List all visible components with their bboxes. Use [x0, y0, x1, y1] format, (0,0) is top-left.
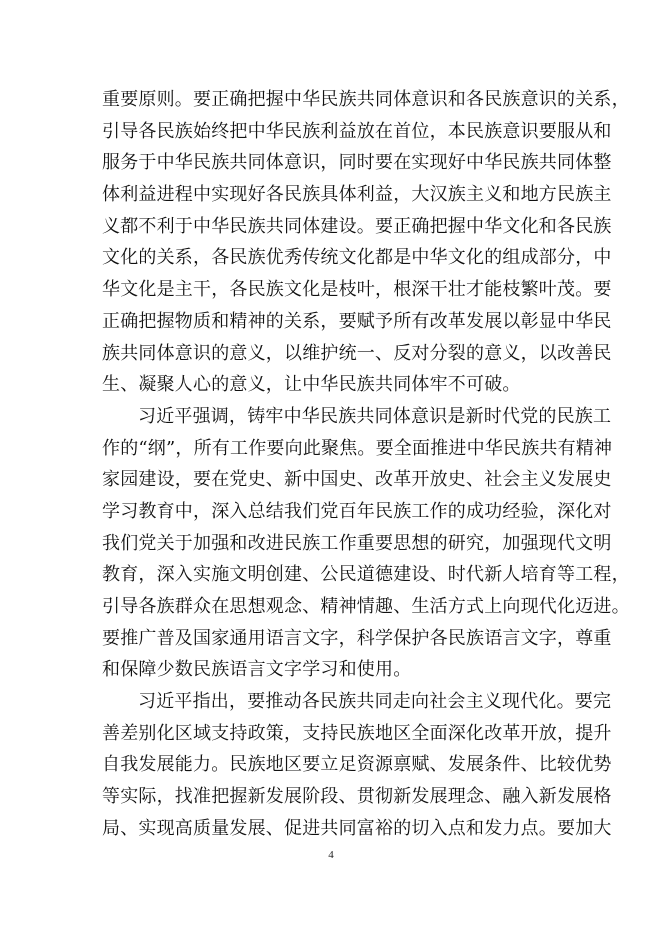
text-line: 体利益进程中实现好各民族具体利益，大汉族主义和地方民族主: [102, 184, 612, 206]
paragraph: [102, 84, 630, 401]
document-body: [102, 84, 630, 845]
paragraph: [102, 686, 612, 844]
text-line: 族共同体意识的意义，以维护统一、反对分裂的意义，以改善民: [102, 342, 612, 364]
text-line: 作的“纲”，所有工作要向此聚焦。要全面推进中华民族共有精神: [102, 437, 613, 459]
text-line: 等实际，找准把握新发展阶段、贯彻新发展理念、融入新发展格: [102, 786, 612, 808]
text-line: 生、凝聚人心的意义，让中华民族共同体牢不可破。: [102, 374, 521, 396]
text-line: 义都不利于中华民族共同体建设。要正确把握中华文化和各民族: [102, 215, 612, 237]
text-line: 和保障少数民族语言文字学习和使用。: [102, 659, 412, 681]
text-line: 引导各民族始终把中华民族利益放在首位，本民族意识要服从和: [102, 120, 612, 142]
text-line: 文化的关系，各民族优秀传统文化都是中华文化的组成部分，中: [102, 247, 612, 269]
text-line: 局、实现高质量发展、促进共同富裕的切入点和发力点。要加大: [102, 817, 612, 839]
text-line: 习近平强调，铸牢中华民族共同体意识是新时代党的民族工: [138, 405, 612, 427]
text-line: 华文化是主干，各民族文化是枝叶，根深干壮才能枝繁叶茂。要: [102, 279, 612, 301]
text-line: 善差别化区域支持政策，支持民族地区全面深化改革开放，提升: [102, 722, 612, 744]
text-line: 学习教育中，深入总结我们党百年民族工作的成功经验，深化对: [102, 500, 612, 522]
text-line: 自我发展能力。民族地区要立足资源禀赋、发展条件、比较优势: [102, 754, 612, 776]
text-line: 重要原则。要正确把握中华民族共同体意识和各民族意识的关系，: [102, 89, 630, 110]
paragraph: [102, 401, 630, 686]
text-line: 引导各族群众在思想观念、精神情趣、生活方式上向现代化迈进。: [102, 596, 630, 617]
text-line: 教育，深入实施文明创建、公民道德建设、时代新人培育等工程，: [102, 564, 630, 586]
text-line: 我们党关于加强和改进民族工作重要思想的研究，加强现代文明: [102, 532, 612, 554]
page-number: 4: [328, 849, 334, 861]
text-line: 服务于中华民族共同体意识，同时要在实现好中华民族共同体整: [102, 152, 612, 174]
text-line: 正确把握物质和精神的关系，要赋予所有改革发展以彰显中华民: [102, 310, 612, 332]
text-line: 习近平指出，要推动各民族共同走向社会主义现代化。要完: [138, 691, 612, 713]
text-line: 家园建设，要在党史、新中国史、改革开放史、社会主义发展史: [102, 469, 612, 491]
text-line: 要推广普及国家通用语言文字，科学保护各民族语言文字，尊重: [102, 627, 612, 649]
